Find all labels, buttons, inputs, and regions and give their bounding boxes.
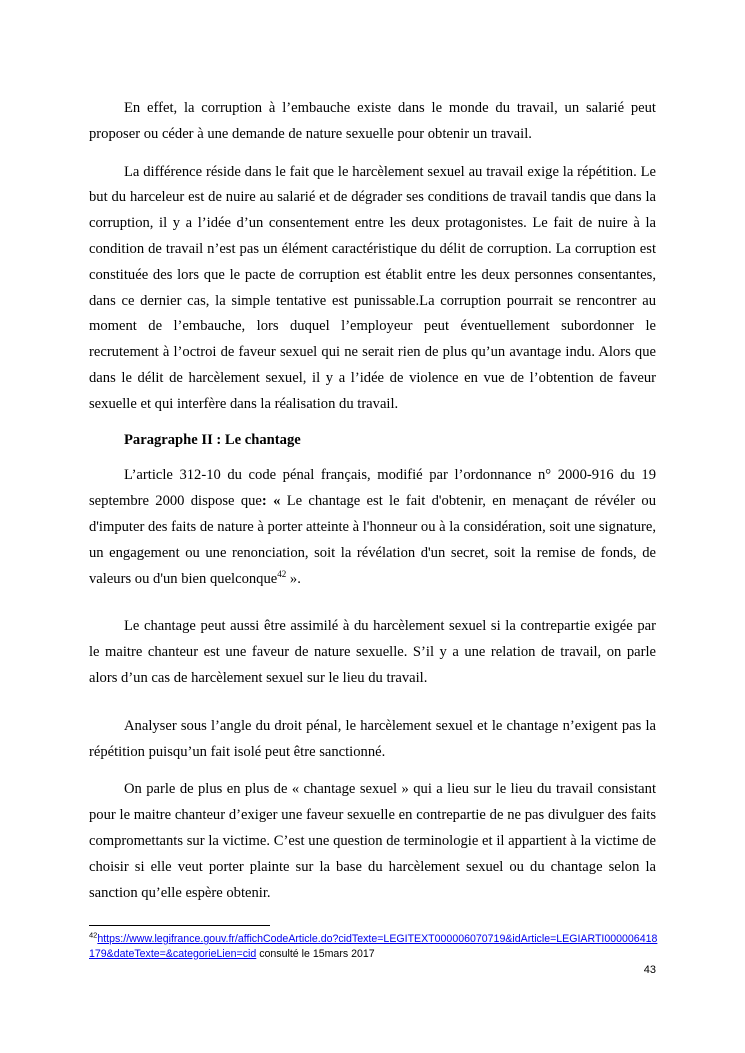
- paragraph-5: Analyser sous l’angle du droit pénal, le harcèlement sexuel et le chantage n’exigent pas la répétition puisqu’un fait isolé peut être sanctionné.: [89, 717, 656, 760]
- paragraph-3-end: ».: [286, 570, 301, 587]
- footnote-number: 42: [89, 930, 98, 940]
- paragraph-6: On parle de plus en plus de « chantage sexuel » qui a lieu sur le lieu du travail consistant pour le maitre chanteur d’exiger une faveur sexuelle en contrepartie de ne pas divulguer des faits compromettants sur la victime. C’est une question de terminologie et il appartient à la victime de choisir si elle veut porter plainte sur la base du harcèlement sexuel ou du chantage selon la sanction qu’elle espère obtenir.: [89, 781, 656, 901]
- footnote-link[interactable]: https://www.legifrance.gouv.fr/affichCodeArticle.do?cidTexte=LEGITEXT000006070719&idArticle=LEGIARTI000006418179&dateTexte=&categorieLien=cid: [89, 933, 658, 960]
- page-number: 43: [643, 964, 656, 976]
- footnote: [89, 932, 659, 961]
- main-text: [89, 96, 656, 906]
- paragraph-2: La différence réside dans le fait que le harcèlement sexuel au travail exige la répétition. Le but du harceleur est de nuire au salarié et de dégrader ses conditions de travail tandis que dans la corruption, il y a l’idée d’un consentement entre les deux protagonistes. Le fait de nuire à la condition de travail n’est pas un élément caractéristique du délit de corruption. La corruption est constituée des lors que le pacte de corruption est établit entre les deux personnes consentantes, dans ce dernier cas, la simple tentative est punissable.La corruption pourrait se rencontrer au moment de l’embauche, lors duquel l’employeur peut éventuellement subordonner le recrutement à l’octroi de faveur sexuel qui ne serait rien de plus qu’un avantage indu. Alors que dans le délit de harcèlement sexuel, il y a l’idée de violence en vue de l’obtention de faveur sexuelle et qui interfère dans la réalisation du travail.: [89, 163, 656, 412]
- paragraph-4: Le chantage peut aussi être assimilé à du harcèlement sexuel si la contrepartie exigée par le maitre chanteur est une faveur de nature sexuelle. S’il y a une relation de travail, on parle alors d’un cas de harcèlement sexuel sur le lieu du travail.: [89, 618, 656, 686]
- footnote-suffix: consulté le 15mars 2017: [256, 947, 375, 960]
- footnote-separator: [89, 925, 270, 926]
- footnote-reference[interactable]: 42: [277, 568, 287, 579]
- paragraph-3-quote: Le chantage est le fait d'obtenir, en menaçant de révéler ou d'imputer des faits de nature à porter atteinte à l'honneur ou à la considération, soit une signature, un engagement ou une renonciation, soit la révélation d'un secret, soit la remise de fonds, de valeurs ou d'un bien quelconque: [89, 493, 657, 587]
- section-heading: Paragraphe II : Le chantage: [124, 431, 301, 448]
- paragraph-1: En effet, la corruption à l’embauche existe dans le monde du travail, un salarié peut proposer ou céder à une demande de nature sexuelle pour obtenir un travail.: [89, 100, 656, 142]
- paragraph-3: [89, 463, 656, 592]
- paragraph-3-colon: : «: [261, 493, 281, 510]
- paragraph-3-intro: L’article 312-10 du code pénal français, modifié par l’ordonnance n° 2000-916 du 19 septembre 2000 dispose que: [89, 467, 656, 510]
